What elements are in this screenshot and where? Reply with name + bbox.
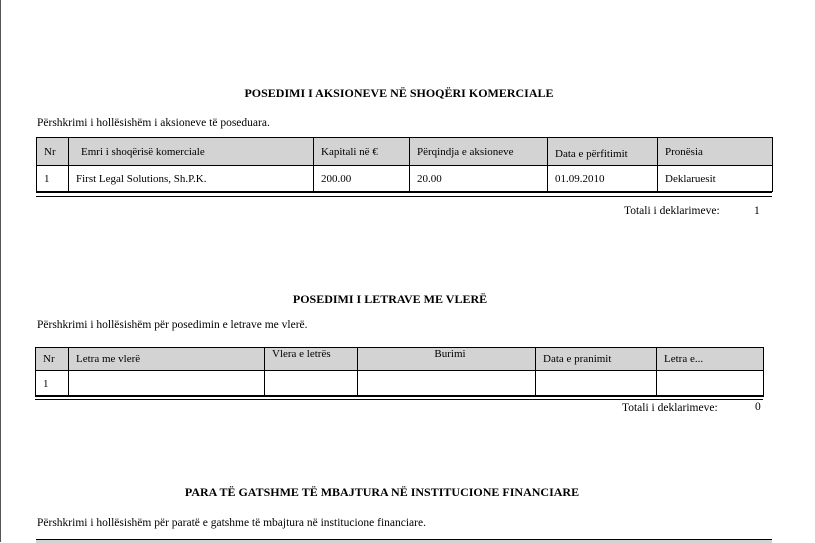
col-header-capital: Kapitali në € — [314, 138, 410, 166]
cell-source — [358, 371, 536, 397]
cell-security-value — [265, 371, 358, 397]
cell-security-ellipsis — [657, 371, 764, 397]
table-header-row — [36, 348, 764, 371]
table-row — [37, 166, 773, 192]
col-header-nr: Nr — [36, 348, 69, 371]
page-left-border — [0, 0, 1, 542]
col-header-ownership: Pronësia — [658, 138, 773, 166]
shares-table — [36, 137, 773, 192]
col-header-receipt-date: Data e pranimit — [536, 348, 657, 371]
cell-acquisition-date: 01.09.2010 — [548, 166, 658, 192]
securities-table — [35, 347, 764, 397]
col-header-nr: Nr — [37, 138, 69, 166]
col-header-security-value: Vlera e letrës — [265, 348, 358, 371]
col-header-security-ellipsis: Letra e... — [657, 348, 764, 371]
cell-ownership: Deklaruesit — [658, 166, 773, 192]
total-value-shares: 1 — [754, 205, 760, 217]
section-description-cash: Përshkrimi i hollësishëm për paratë e gatshme të mbajtura në institucione financiare. — [37, 517, 426, 529]
total-label-shares: Totali i deklarimeve: — [624, 205, 720, 217]
col-header-company-name: Emri i shoqërisë komerciale — [69, 138, 314, 166]
total-value-securities: 0 — [755, 401, 761, 413]
cell-receipt-date — [536, 371, 657, 397]
col-header-security: Letra me vlerë — [69, 348, 265, 371]
table-bottom-double-rule — [36, 192, 772, 197]
section-description-securities: Përshkrimi i hollësishëm për posedimin e letrave me vlerë. — [37, 319, 308, 331]
cell-nr: 1 — [37, 166, 69, 192]
col-header-acquisition-date: Data e përfitimit — [548, 138, 658, 166]
cell-security — [69, 371, 265, 397]
table-bottom-double-rule — [35, 395, 763, 400]
cell-nr: 1 — [36, 371, 69, 397]
cell-share-percentage: 20.00 — [410, 166, 548, 192]
section-title-shares: POSEDIMI I AKSIONEVE NË SHOQËRI KOMERCIALE — [244, 86, 554, 100]
total-label-securities: Totali i deklarimeve: — [622, 402, 718, 414]
table-header-row — [37, 138, 773, 166]
col-header-source: Burimi — [358, 348, 536, 371]
cash-table-header-partial — [36, 539, 772, 543]
section-title-cash: PARA TË GATSHME TË MBAJTURA NË INSTITUCIONE FINANCIARE — [184, 485, 580, 499]
table-row — [36, 371, 764, 397]
section-description-shares: Përshkrimi i hollësishëm i aksioneve të poseduara. — [37, 117, 270, 129]
cell-capital: 200.00 — [314, 166, 410, 192]
section-title-securities: POSEDIMI I LETRAVE ME VLERË — [292, 292, 488, 306]
col-header-share-percentage: Përqindja e aksioneve — [410, 138, 548, 166]
cell-company-name: First Legal Solutions, Sh.P.K. — [69, 166, 314, 192]
